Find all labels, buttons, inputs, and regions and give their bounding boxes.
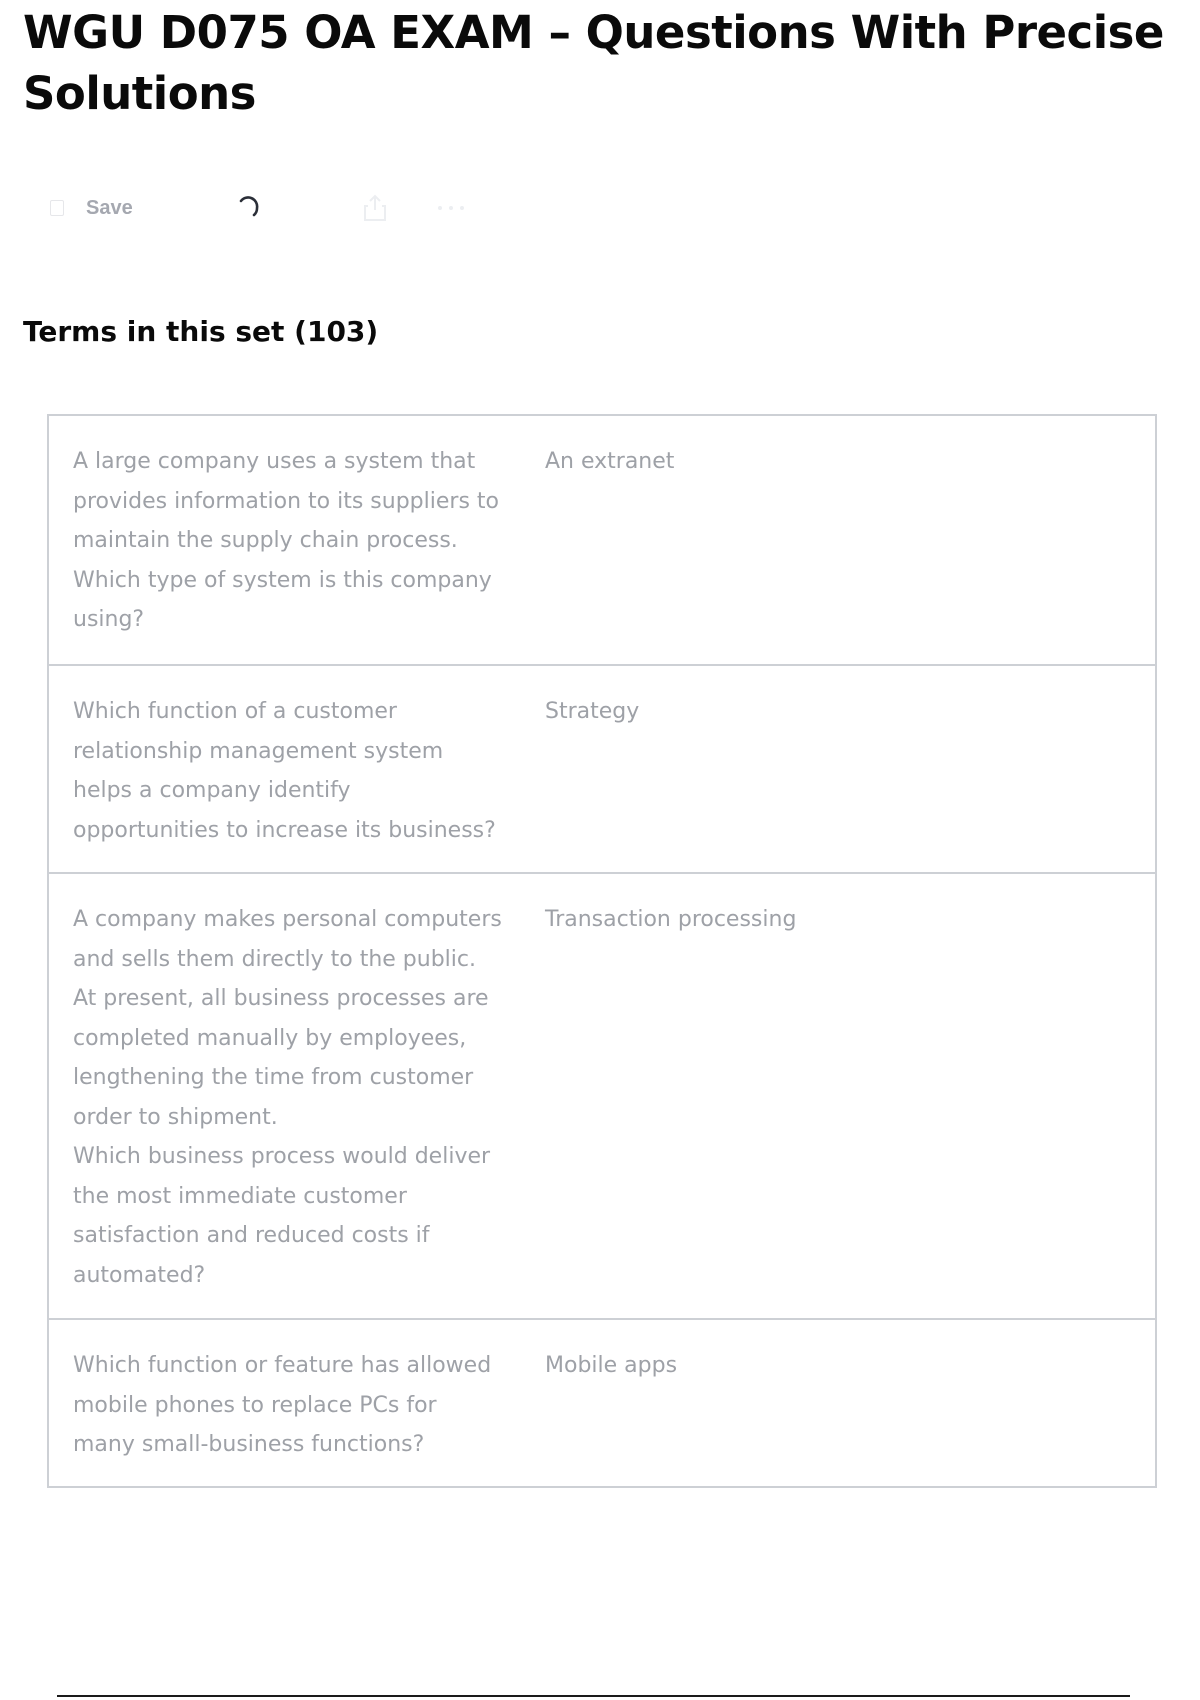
more-icon [436, 203, 466, 213]
term-answer: Strategy [545, 699, 640, 724]
term-row [49, 1318, 1155, 1486]
share-button[interactable] [362, 188, 388, 228]
term-question: Which function or feature has allowed mobile phones to replace PCs for many small-business functions? [73, 1353, 492, 1457]
term-question: A company makes personal computers and sells them directly to the public. At present, all business processes are completed manually by employees, lengthening the time from customer order to shipment. Which business process would deliver the most immediate customer satisfaction and reduced costs if automated? [73, 907, 502, 1288]
page-title: WGU D075 OA EXAM – Questions With Precise Solutions [23, 6, 1164, 120]
save-button[interactable] [50, 188, 133, 228]
loading-spinner-icon [236, 188, 262, 228]
set-toolbar [50, 188, 500, 228]
term-answer: An extranet [545, 449, 675, 474]
terms-table [47, 414, 1157, 1488]
terms-heading: Terms in this set (103) [23, 315, 379, 348]
more-options-button[interactable] [436, 188, 466, 228]
share-icon [362, 193, 388, 223]
bottom-divider [57, 1695, 1130, 1697]
term-row [49, 416, 1155, 664]
term-answer: Mobile apps [545, 1353, 678, 1378]
term-row [49, 664, 1155, 872]
term-answer: Transaction processing [545, 907, 797, 932]
save-button-label: Save [86, 196, 133, 219]
term-row [49, 872, 1155, 1318]
term-question: A large company uses a system that provides information to its suppliers to maintain the supply chain process. Which type of system is this company using? [73, 449, 499, 632]
bookmark-icon [50, 200, 64, 216]
term-question: Which function of a customer relationship management system helps a company identify opportunities to increase its business? [73, 699, 496, 843]
